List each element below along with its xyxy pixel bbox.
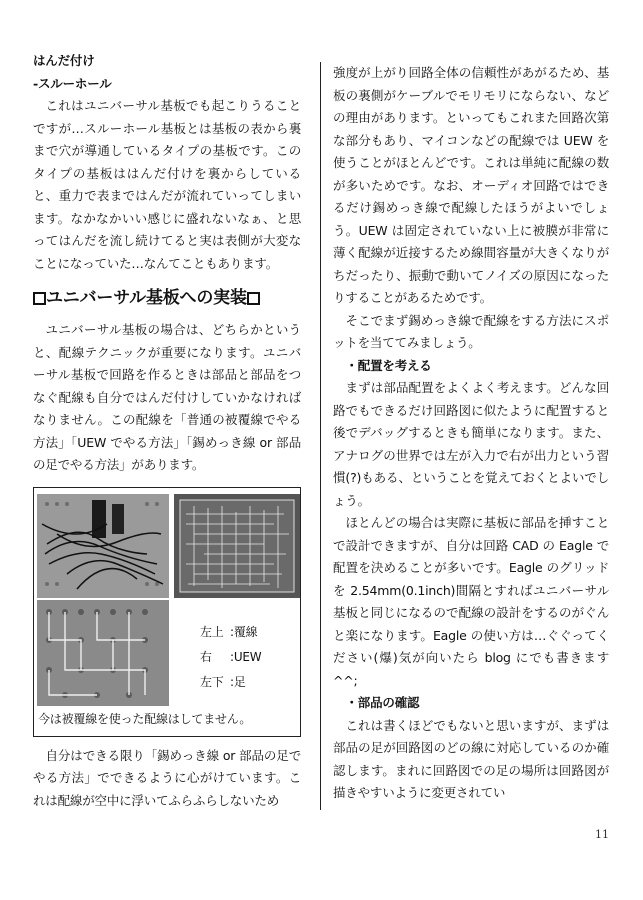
- subheading-through-hole: -スルーホール: [33, 75, 112, 91]
- label-value: :覆線: [230, 624, 258, 639]
- square-icon: [247, 292, 260, 305]
- column-divider: [320, 62, 321, 810]
- figure-box: [33, 487, 301, 737]
- photo-leads: [37, 600, 169, 706]
- left-column: [33, 50, 301, 812]
- bullet-heading: ・部品の確認: [345, 695, 420, 710]
- label-key: 右: [200, 649, 212, 664]
- paragraph: ほとんどの場合は実際に基板に部品を挿すことで設計できますが、自分は回路 CAD の Eagle で配置を決めることが多いです。Eagle のグリッドを 2.54mm(0.1inch)間隔とすればユニバーサル基板と同じになるので配線の設計をするのがぐんと楽になります。Eagle の使い方は…ぐぐってください(爆)気が向いたら blog にでも書きます^^;: [333, 515, 609, 688]
- label-value: :UEW: [230, 649, 262, 664]
- figure-caption: 今は被覆線を使った配線はしてません。: [38, 711, 252, 726]
- paragraph: 自分はできる限り「錫めっき線 or 部品の足でやる方法」でできるように心がけています。これは配線が空中に浮いてふらふらしないため: [33, 747, 301, 808]
- figure-label-row: [200, 670, 261, 695]
- paragraph: これはユニバーサル基板でも起こりうることですが…スルーホール基板とは基板の表から裏まで穴が導通しているタイプの基板です。このタイプの基板ははんだ付けを裏からしていると、重力で表まではんだが流れていってしまいます。なかなかいい感じに盛れないなぁ、と思ってはんだを流し続けてると実は表側が大変なことになっていた…なんてこともあります。: [33, 98, 301, 271]
- figure-label-row: [200, 645, 261, 670]
- page-number: 11: [595, 828, 609, 841]
- section-title-text: ユニバーサル基板への実装: [46, 288, 247, 308]
- right-column: [333, 62, 609, 805]
- section-title: [33, 283, 301, 313]
- paragraph: ユニバーサル基板の場合は、どちらかというと、配線テクニックが重要になります。ユニバーサル基板で回路を作るときは部品と部品をつなぐ配線も自分ではんだ付けしていかなければなりません。この配線を「普通の被覆線でやる方法」「UEW でやる方法」「錫めっき線 or 部品の足でやる方法」があります。: [33, 322, 301, 472]
- label-value: :足: [230, 674, 246, 689]
- square-icon: [33, 292, 46, 305]
- paragraph: そこでまず錫めっき線で配線をする方法にスポットを当ててみましょう。: [333, 312, 609, 350]
- figure-label-row: [200, 620, 261, 645]
- paragraph: これは書くほどでもないと思いますが、まずは部品の足が回路図のどの線に対応しているのか確認します。まれに回路図での足の場所は回路図が描きやすいように変更されてい: [333, 717, 609, 800]
- paragraph: 強度が上がり回路全体の信頼性があがるため、基板の裏側がケーブルでモリモリにならない、などの理由があります。といってもこれまた回路次第な部分もあり、マイコンなどの配線では UEW を使うことがほとんどです。これは単純に配線の数が多いためです。なお、オーディオ回路ではできるだけ錫めっき線で配線したほうがよいでしょう。UEW は固定されていない上に被膜が非常に薄く配線が近接するため線間容量が大きくなりがちだったり、振動で動いてノイズの原因になったりすることがあるためです。: [333, 65, 609, 305]
- heading-soldering: はんだ付け: [33, 53, 95, 68]
- label-key: 左上: [200, 624, 224, 639]
- photo-uew: [174, 494, 300, 598]
- figure-labels: [200, 620, 261, 695]
- photo-covered-wire: [37, 494, 169, 598]
- paragraph: まずは部品配置をよくよく考えます。どんな回路でもできるだけ回路図に似たように配置すると後でデバッグするときも簡単になります。また、アナログの世界では左が入力で右が出力という習慣(?)もある、ということを覚えておくとよいでしょう。: [333, 380, 609, 508]
- bullet-heading: ・配置を考える: [345, 357, 432, 373]
- label-key: 左下: [200, 674, 224, 689]
